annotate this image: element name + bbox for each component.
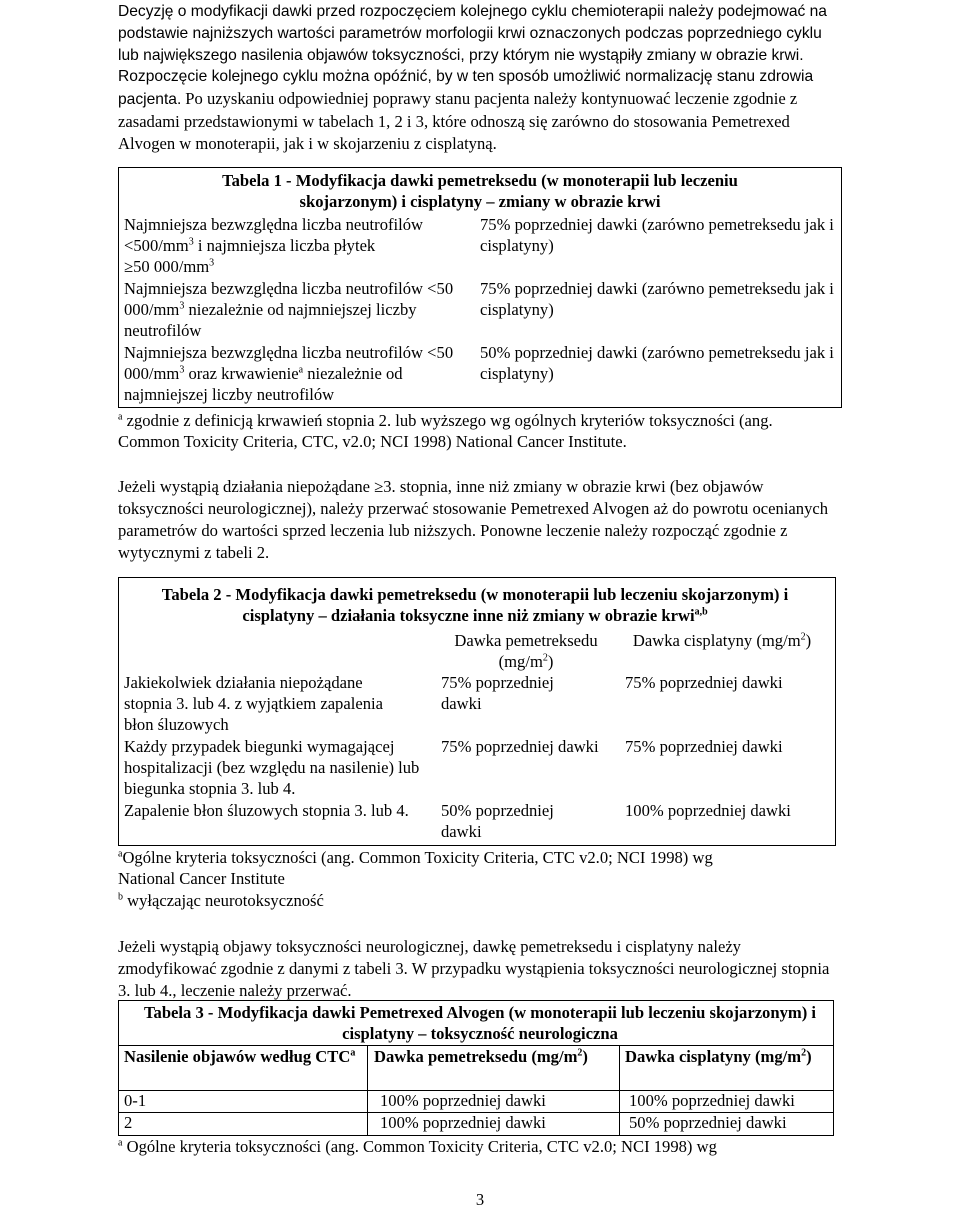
table1-row2-condition: Najmniejsza bezwzględna liczba neutrofilów <50 $000/mm^3$ niezależnie od najmniejszej liczby neutrofilów [124, 279, 454, 341]
table2-header-pemetrexed: Dawka pemetreksedu $(mg/m^2)$ [454, 631, 598, 672]
intro-serif-text: Po uzyskaniu odpowiedniej poprawy stanu pacjenta należy kontynuować leczenie zgodnie z zasadami przedstawionymi w tabelach 1, 2 i 3, które odnoszą się zarówno do stosowania Pemetrexed Alvogen w monoterapii, jak i w skojarzeniu z cisplatyną. [118, 89, 798, 153]
table3-header-pemetrexed: Dawka pemetreksedu $(mg/m^2)$ [374, 1047, 588, 1066]
paragraph-grade3-toxicity: Jeżeli wystąpią działania niepożądane ≥3. stopnia, inne niż zmiany w obrazie krwi (bez objawów toksyczności neurologicznej), należy przerwać stosowanie Pemetrexed Alvogen aż do powrotu ocenianych parametrów do wartości sprzed leczenia lub niższych. Ponowne leczenie należy rozpocząć zgodnie z wytycznymi z tabeli 2. [118, 477, 829, 562]
table3-footnote: $^a$ Ogólne kryteria toksyczności (ang. Common Toxicity Criteria, CTC v2.0; NCI 1998) wg [118, 1137, 717, 1156]
table1-row2-dose: 75% poprzedniej dawki (zarówno pemetreksedu jak i cisplatyny) [480, 279, 834, 320]
table2-row3-label: Zapalenie błon śluzowych stopnia 3. lub 4. [124, 801, 409, 820]
table3-title: Tabela 3 - Modyfikacja dawki Pemetrexed Alvogen (w monoterapii lub leczeniu skojarzonym) i cisplatyny – toksyczność neurologiczna [143, 1003, 816, 1044]
table2-row2-pem: 75% poprzedniej dawki [441, 737, 599, 756]
table3-row2-cis: 50% poprzedniej dawki [629, 1113, 787, 1132]
table3-row2-grade: 2 [124, 1113, 133, 1132]
table2-row1-cis: 75% poprzedniej dawki [625, 673, 783, 692]
table2-footnote-b: $^b$ wyłączając neurotoksyczność [118, 891, 324, 910]
table1-row1-dose: 75% poprzedniej dawki (zarówno pemetreksedu jak i cisplatyny) [480, 215, 834, 256]
table1-footnote: $^a$ zgodnie z definicją krwawień stopnia 2. lub wyższego wg ogólnych kryteriów toksyczności (ang. Common Toxicity Criteria, CTC, v2.0; NCI 1998) National Cancer Institute. [118, 411, 773, 452]
table1-row1-condition: Najmniejsza bezwzględna liczba neutrofilów $<500/mm^3$ i najmniejsza liczba płytek ≥50 $000/mm^3$ [124, 215, 424, 277]
table3-header-cisplatin: Dawka cisplatyny $(mg/m^2)$ [625, 1047, 812, 1066]
intro-paragraph [118, 1, 834, 155]
table2-row2-label: Każdy przypadek biegunki wymagającej hospitalizacji (bez względu na nasilenie) lub biegunka stopnia 3. lub 4. [124, 737, 420, 799]
table3-row1-grade: 0-1 [124, 1091, 147, 1110]
table3-row1-pem: 100% poprzedniej dawki [380, 1091, 546, 1110]
table1-row3-condition: Najmniejsza bezwzględna liczba neutrofilów <50 $000/mm^3$ oraz krwawienie$^a$ niezależnie od najmniejszej liczby neutrofilów [124, 343, 454, 405]
table2-footnote-a: $^a$Ogólne kryteria toksyczności (ang. Common Toxicity Criteria, CTC v2.0; NCI 1998) wg National Cancer Institute [118, 848, 713, 889]
table3-row2-pem: 100% poprzedniej dawki [380, 1113, 546, 1132]
table1-row3-dose: 50% poprzedniej dawki (zarówno pemetreksedu jak i cisplatyny) [480, 343, 834, 384]
table2-row3-cis: 100% poprzedniej dawki [625, 801, 791, 820]
table3-header-grade: Nasilenie objawów według CTC$^a$ [124, 1047, 356, 1066]
table2-row3-pem: 50% poprzedniej dawki [441, 801, 554, 842]
table3-row1-cis: 100% poprzedniej dawki [629, 1091, 795, 1110]
paragraph-neurotoxicity: Jeżeli wystąpią objawy toksyczności neurologicznej, dawkę pemetreksedu i cisplatyny należy zmodyfikować zgodnie z danymi z tabeli 3. W przypadku wystąpienia toksyczności neurologicznej stopnia 3. lub 4., leczenie należy przerwać. [118, 937, 830, 1000]
table2-row1-label: Jakiekolwiek działania niepożądane stopnia 3. lub 4. z wyjątkiem zapalenia błon śluzowych [124, 673, 383, 735]
table2-header-cisplatin: Dawka cisplatyny $(mg/m^2)$ [632, 631, 812, 650]
table2-row2-cis: 75% poprzedniej dawki [625, 737, 783, 756]
table2-title: Tabela 2 - Modyfikacja dawki pemetreksedu (w monoterapii lub leczeniu skojarzonym) i cisplatyny – działania toksyczne inne niż zmiany w obrazie krwi$^{a,b}$ [161, 585, 789, 626]
intro-sans-text: Decyzję o modyfikacji dawki przed rozpoczęciem kolejnego cyklu chemioterapii należy podejmować na podstawie najniższych wartości parametrów morfologii krwi oznaczonych podczas poprzedniego cyklu lub największego nasilenia objawów toksyczności, przy którym nie wystąpiły zmiany w obrazie krwi. Rozpoczęcie kolejnego cyklu można opóźnić, by w ten sposób umożliwić normalizację stanu zdrowia pacjenta. [118, 3, 827, 109]
table1-title: Tabela 1 - Modyfikacja dawki pemetreksedu (w monoterapii lub leczeniu skojarzonym) i cisplatyny – zmiany w obrazie krwi [222, 171, 738, 212]
table2-row1-pem: 75% poprzedniej dawki [441, 673, 554, 714]
page-number: 3 [475, 1190, 485, 1209]
